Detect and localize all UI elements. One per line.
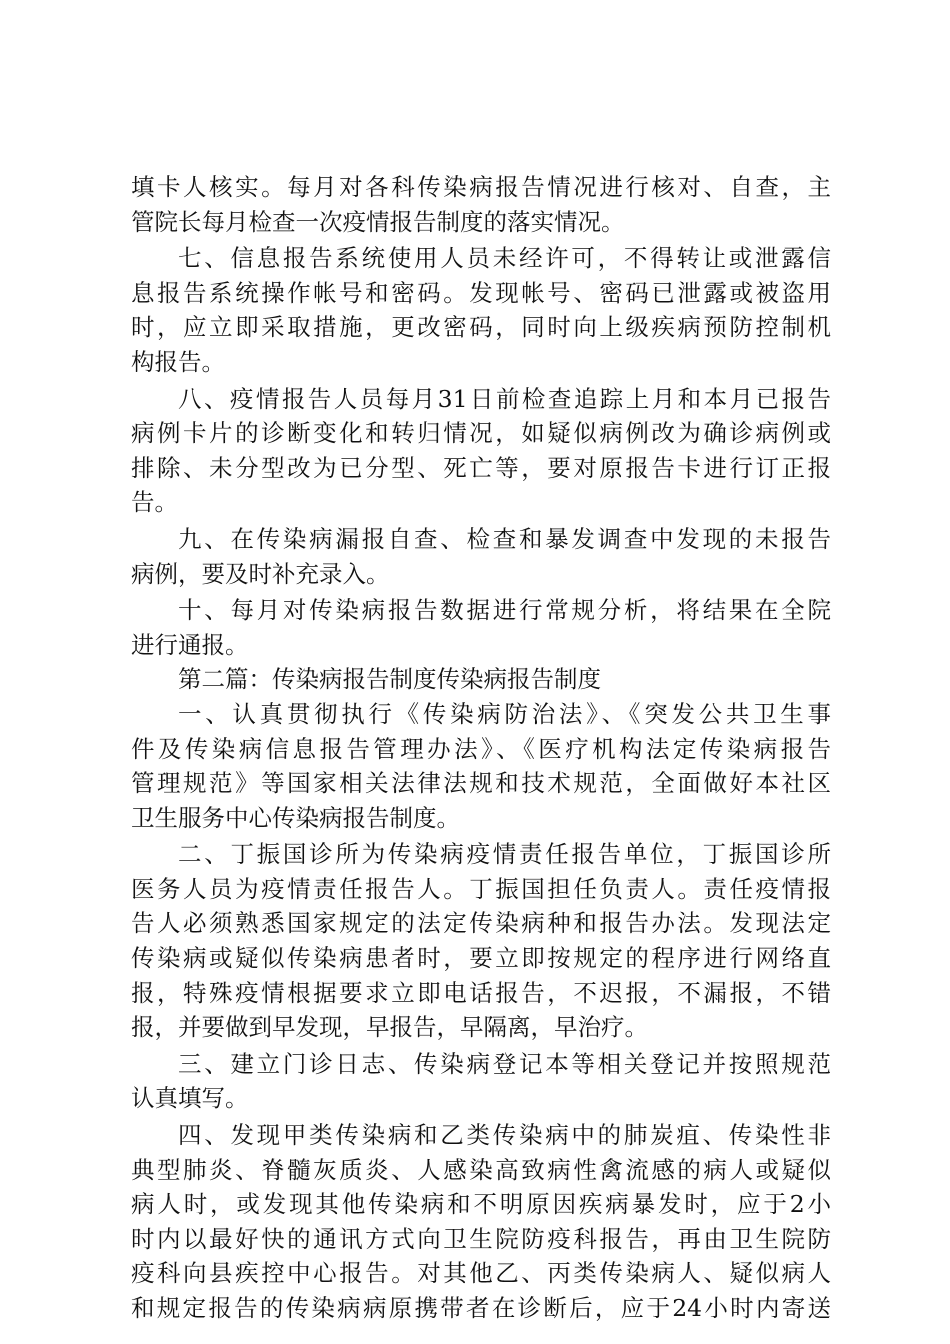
paragraph-7-first-line: 七、信息报告系统使用人员未经许可，不得转让或泄露信 [178, 244, 831, 273]
text-line: 时内以最好快的通讯方式向卫生院防疫科报告，再由卫生院防 [131, 1224, 831, 1253]
text-line: 认真填写。 [131, 1084, 249, 1113]
text-line: 排除、未分型改为已分型、死亡等，要对原报告卡进行订正报 [131, 453, 831, 482]
text-line: 时，应立即采取措施，更改密码，同时向上级疾病预防控制机 [131, 313, 831, 342]
text-line: 病人时，或发现其他传染病和不明原因疾病暴发时，应于2小 [131, 1190, 831, 1219]
text-line: 病例卡片的诊断变化和转归情况，如疑似病例改为确诊病例或 [131, 419, 831, 448]
text-line: 告人必须熟悉国家规定的法定传染病种和报告办法。发现法定 [131, 909, 831, 938]
paragraph-1-first-line: 一、认真贯彻执行《传染病防治法》、《突发公共卫生事 [178, 699, 831, 728]
paragraph-9-first-line: 九、在传染病漏报自查、检查和暴发调查中发现的未报告 [178, 524, 831, 553]
text-line: 告。 [131, 488, 178, 517]
text-line: 进行通报。 [131, 630, 249, 659]
text-line: 报，特殊疫情根据要求立即电话报告，不迟报，不漏报，不错 [131, 978, 831, 1007]
text-line: 构报告。 [131, 347, 225, 376]
paragraph-4-first-line: 四、发现甲类传染病和乙类传染病中的肺炭疽、传染性非 [178, 1121, 831, 1150]
paragraph-8-first-line: 八、疫情报告人员每月31日前检查追踪上月和本月已报告 [178, 384, 831, 413]
text-line: 管院长每月检查一次疫情报告制度的落实情况。 [131, 207, 625, 236]
text-line: 疫科向县疾控中心报告。对其他乙、丙类传染病人、疑似病人 [131, 1259, 831, 1288]
text-line: 医务人员为疫情责任报告人。丁振国担任负责人。责任疫情报 [131, 874, 831, 903]
text-line: 病例，要及时补充录入。 [131, 559, 390, 588]
text-line: 典型肺炎、脊髓灰质炎、人感染高致病性禽流感的病人或疑似 [131, 1155, 831, 1184]
paragraph-2-first-line: 二、丁振国诊所为传染病疫情责任报告单位，丁振国诊所 [178, 840, 831, 869]
text-line: 传染病或疑似传染病患者时，要立即按规定的程序进行网络直 [131, 944, 831, 973]
section-heading: 第二篇：传染病报告制度传染病报告制度 [178, 665, 601, 694]
text-line: 管理规范》等国家相关法律法规和技术规范，全面做好本社区 [131, 769, 831, 798]
paragraph-10-first-line: 十、每月对传染病报告数据进行常规分析，将结果在全院 [178, 596, 831, 625]
document-body [131, 170, 831, 1326]
text-line: 息报告系统操作帐号和密码。发现帐号、密码已泄露或被盗用 [131, 278, 831, 307]
text-line: 件及传染病信息报告管理办法》、《医疗机构法定传染病报告 [131, 734, 831, 763]
text-line: 和规定报告的传染病病原携带者在诊断后，应于24小时内寄送 [131, 1294, 831, 1322]
paragraph-3-first-line: 三、建立门诊日志、传染病登记本等相关登记并按照规范 [178, 1049, 831, 1078]
text-line: 填卡人核实。每月对各科传染病报告情况进行核对、自查，主 [131, 173, 831, 201]
text-line: 报，并要做到早发现，早报告，早隔离，早治疗。 [131, 1013, 648, 1042]
text-line: 卫生服务中心传染病报告制度。 [131, 803, 460, 832]
